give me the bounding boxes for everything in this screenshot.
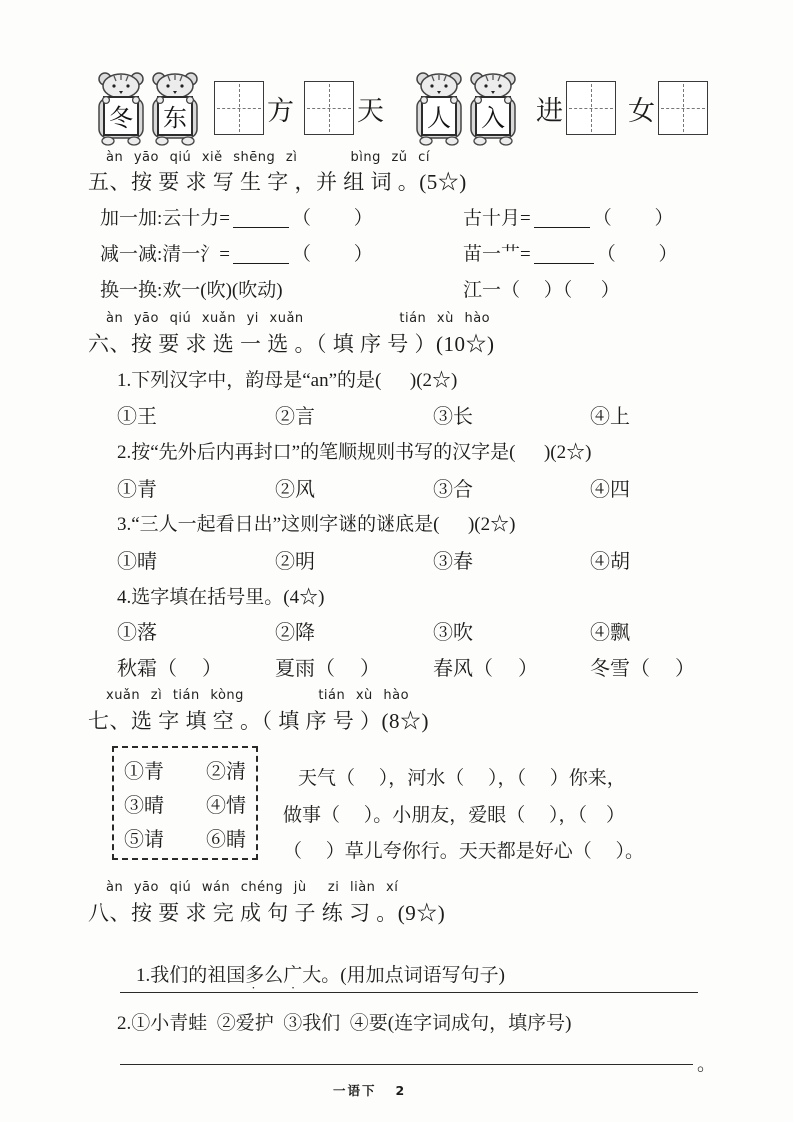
tianzige-box (304, 81, 354, 135)
tiger-card-icon (468, 70, 518, 146)
tianzige-box (566, 81, 616, 135)
fill-text-line: 天气（ ），河水（ ），（ ）你来， (298, 768, 626, 789)
option-item: ③长 (433, 406, 473, 428)
answer-line (120, 992, 698, 993)
tiger-card-char: 冬 (109, 106, 133, 132)
answer-line (120, 1064, 693, 1065)
fill-pair: 夏雨（ ） (275, 658, 380, 680)
tiger-card-icon (150, 70, 200, 146)
option-item: ①落 (117, 622, 157, 644)
choice-row (124, 823, 246, 852)
tiger-card-icon (414, 70, 464, 146)
tiger-card-char: 人 (427, 106, 451, 132)
page-footer: 一语下 2 (333, 1083, 407, 1098)
section6-pinyin: àn yāo qiú xuǎn yi xuǎn tián xù hào (106, 311, 491, 326)
option-item: ③合 (433, 479, 473, 501)
sentence-question-1: 1.我们的祖国多么 · · 广大。(用加点词语写句子) (117, 938, 505, 1009)
section6-title: 六、按 要 求 选 一 选 。（ 填 序 号 ）(10☆) (88, 332, 495, 356)
line-end-period: 。 (697, 1054, 717, 1075)
section5-title: 五、按 要 求 写 生 字 ，并 组 词 。(5☆) (88, 170, 467, 194)
tiger-card-icon (96, 70, 146, 146)
section8-title: 八、按 要 求 完 成 句 子 练 习 。(9☆) (88, 901, 446, 925)
answer-blank (233, 213, 289, 228)
fill-pair: 春风（ ） (433, 658, 538, 680)
fill-pair: 秋霜（ ） (117, 658, 222, 680)
hanzi-label: 进 (536, 95, 563, 126)
section7-title: 七、选 字 填 空 。（ 填 序 号 ）(8☆) (88, 709, 429, 733)
section5-pinyin: àn yāo qiú xiě shēng zì bìng zǔ cí (106, 150, 430, 165)
section7-pinyin: xuǎn zì tián kòng tián xù hào (106, 688, 410, 703)
section8-pinyin: àn yāo qiú wán chéng jù zi liàn xí (106, 880, 399, 895)
tianzige-box (214, 81, 264, 135)
tiger-card-char: 入 (481, 106, 505, 132)
option-item: ①王 (117, 406, 157, 428)
option-item: ③吹 (433, 622, 473, 644)
writing-practice-row (96, 70, 716, 146)
option-item: ④上 (590, 406, 630, 428)
choice-item: ③晴 (124, 794, 164, 817)
choice-item: ②清 (206, 760, 246, 783)
emphasis-dots: · · (251, 980, 312, 995)
fill-text-line: （ ）草儿夸你行。天天都是好心（ ）。 (283, 841, 645, 862)
answer-blank (534, 249, 594, 264)
option-item: ②明 (275, 551, 315, 573)
choice-item: ⑥睛 (206, 828, 246, 851)
hanzi-label: 方 (267, 95, 294, 126)
option-item: ②言 (275, 406, 315, 428)
question-2-text: 2.按“先外后内再封口”的笔顺规则书写的汉字是( )(2☆) (117, 442, 592, 463)
question-4-text: 4.选字填在括号里。(4☆) (117, 587, 325, 608)
choice-item: ①青 (124, 760, 164, 783)
hanzi-label: 女 (628, 95, 655, 126)
hanzi-label: 天 (357, 95, 384, 126)
option-item: ④四 (590, 479, 630, 501)
choice-row (124, 755, 246, 784)
option-item: ①青 (117, 479, 157, 501)
option-item: ④胡 (590, 551, 630, 573)
word-math-item: 江一（ ）（ ） (463, 280, 620, 301)
fill-text-line: 做事（ ）。小朋友，爱眼（ ），（ ） (283, 805, 626, 826)
answer-blank (233, 249, 289, 264)
word-math-item: 换一换:欢一(吹)(吹动) (100, 280, 283, 301)
answer-blank (534, 213, 590, 228)
option-item: ②风 (275, 479, 315, 501)
fill-pair: 冬雪（ ） (590, 658, 695, 680)
word-math-item: 加一加:云十力= （ ） (100, 208, 373, 229)
question-3-text: 3.“三人一起看日出”这则字谜的谜底是( )(2☆) (117, 514, 516, 535)
sentence-question-2: 2.①小青蛙 ②爱护 ③我们 ④要(连字词成句，填序号) (117, 1013, 572, 1034)
choice-row (124, 789, 246, 818)
choice-item: ⑤请 (124, 828, 164, 851)
question-1-text: 1.下列汉字中，韵母是“an”的是( )(2☆) (117, 370, 458, 391)
word-math-item: 古十月= （ ） (463, 208, 674, 229)
word-math-item: 苗一艹= （ ） (463, 244, 678, 265)
option-item: ①晴 (117, 551, 157, 573)
tiger-card-char: 东 (163, 106, 187, 132)
option-item: ④飘 (590, 622, 630, 644)
emphasized-word: 多么 · · (245, 965, 312, 995)
option-item: ③春 (433, 551, 473, 573)
option-item: ②降 (275, 622, 315, 644)
tianzige-box (658, 81, 708, 135)
character-choice-box (112, 746, 258, 860)
word-math-item: 减一减:清一氵= （ ） (100, 244, 373, 265)
choice-item: ④情 (206, 794, 246, 817)
